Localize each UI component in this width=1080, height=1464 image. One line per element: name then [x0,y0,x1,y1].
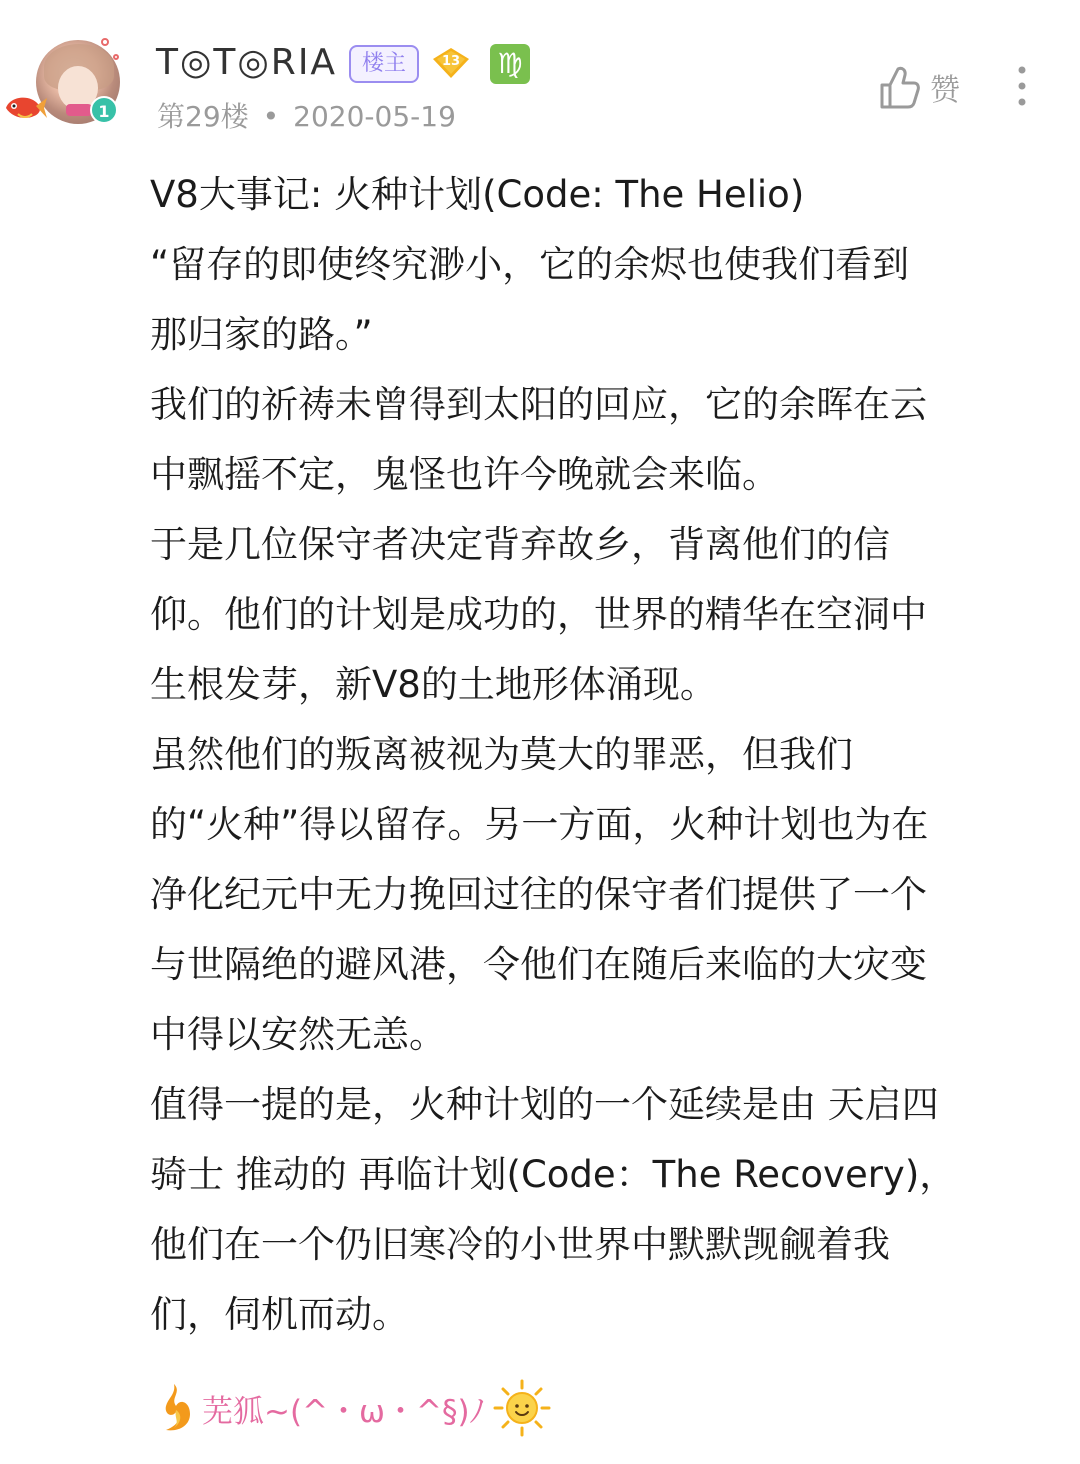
thumbs-up-icon [878,65,920,109]
content-line: 中飘摇不定，鬼怪也许今晚就会来临。 [150,453,779,496]
user-signature [160,1376,551,1440]
content-line: 生根发芽，新V8的土地形体涌现。 [150,663,717,706]
owner-badge: 楼主 [349,45,419,83]
username[interactable]: T◎T◎RIA [156,42,338,83]
avatar-ribbon [66,104,92,116]
content-line: V8大事记: 火种计划(Code: The Helio) [150,173,805,216]
avatar-level-badge: 1 [90,96,118,124]
content-line: 他们在一个仍旧寒冷的小世界中默默觊觎着我 [150,1223,890,1266]
content-line: 值得一提的是，火种计划的一个延续是由 天启四 [150,1083,939,1126]
content-line: 仰。他们的计划是成功的，世界的精华在空洞中 [150,593,927,636]
meta-separator: • [262,100,280,133]
content-line: “留存的即使终究渺小，它的余烬也使我们看到 [150,243,910,286]
avatar-decor-ring-icon [101,38,109,46]
content-line: 那归家的路。” [150,313,373,356]
smiling-sun-icon [493,1379,551,1437]
flame-icon [160,1382,196,1434]
signature-text: 芜狐~(^・ω・^§)ﾉ [202,1393,486,1430]
content-line: 的“火种”得以留存。另一方面，火种计划也为在 [150,803,929,846]
post-date: 2020-05-19 [293,100,456,133]
post-meta [157,95,456,135]
like-button[interactable] [878,64,960,110]
post-content [150,160,1050,1350]
content-line: 虽然他们的叛离被视为莫大的罪恶，但我们 [150,733,853,776]
koi-fish-icon [0,88,48,124]
content-line: 于是几位保守者决定背弃故乡，背离他们的信 [150,523,890,566]
content-line: 我们的祈祷未曾得到太阳的回应，它的余晖在云 [150,383,927,426]
more-options-icon[interactable] [1006,64,1038,110]
like-label: 赞 [930,73,960,108]
avatar-decor-ring-small-icon [113,54,119,60]
floor-number: 第29楼 [157,100,249,133]
content-line: 骑士 推动的 再临计划(Code：The Recovery)， [150,1153,957,1196]
zodiac-virgo-icon: ♍ [490,44,530,84]
content-line: 中得以安然无恙。 [150,1013,446,1056]
content-line: 净化纪元中无力挽回过往的保守者们提供了一个 [150,873,927,916]
level-badge-text: 13 [441,54,461,69]
level-badge [431,46,471,80]
content-line: 们，伺机而动。 [150,1293,409,1336]
content-line: 与世隔绝的避风港，令他们在随后来临的大灾变 [150,943,927,986]
